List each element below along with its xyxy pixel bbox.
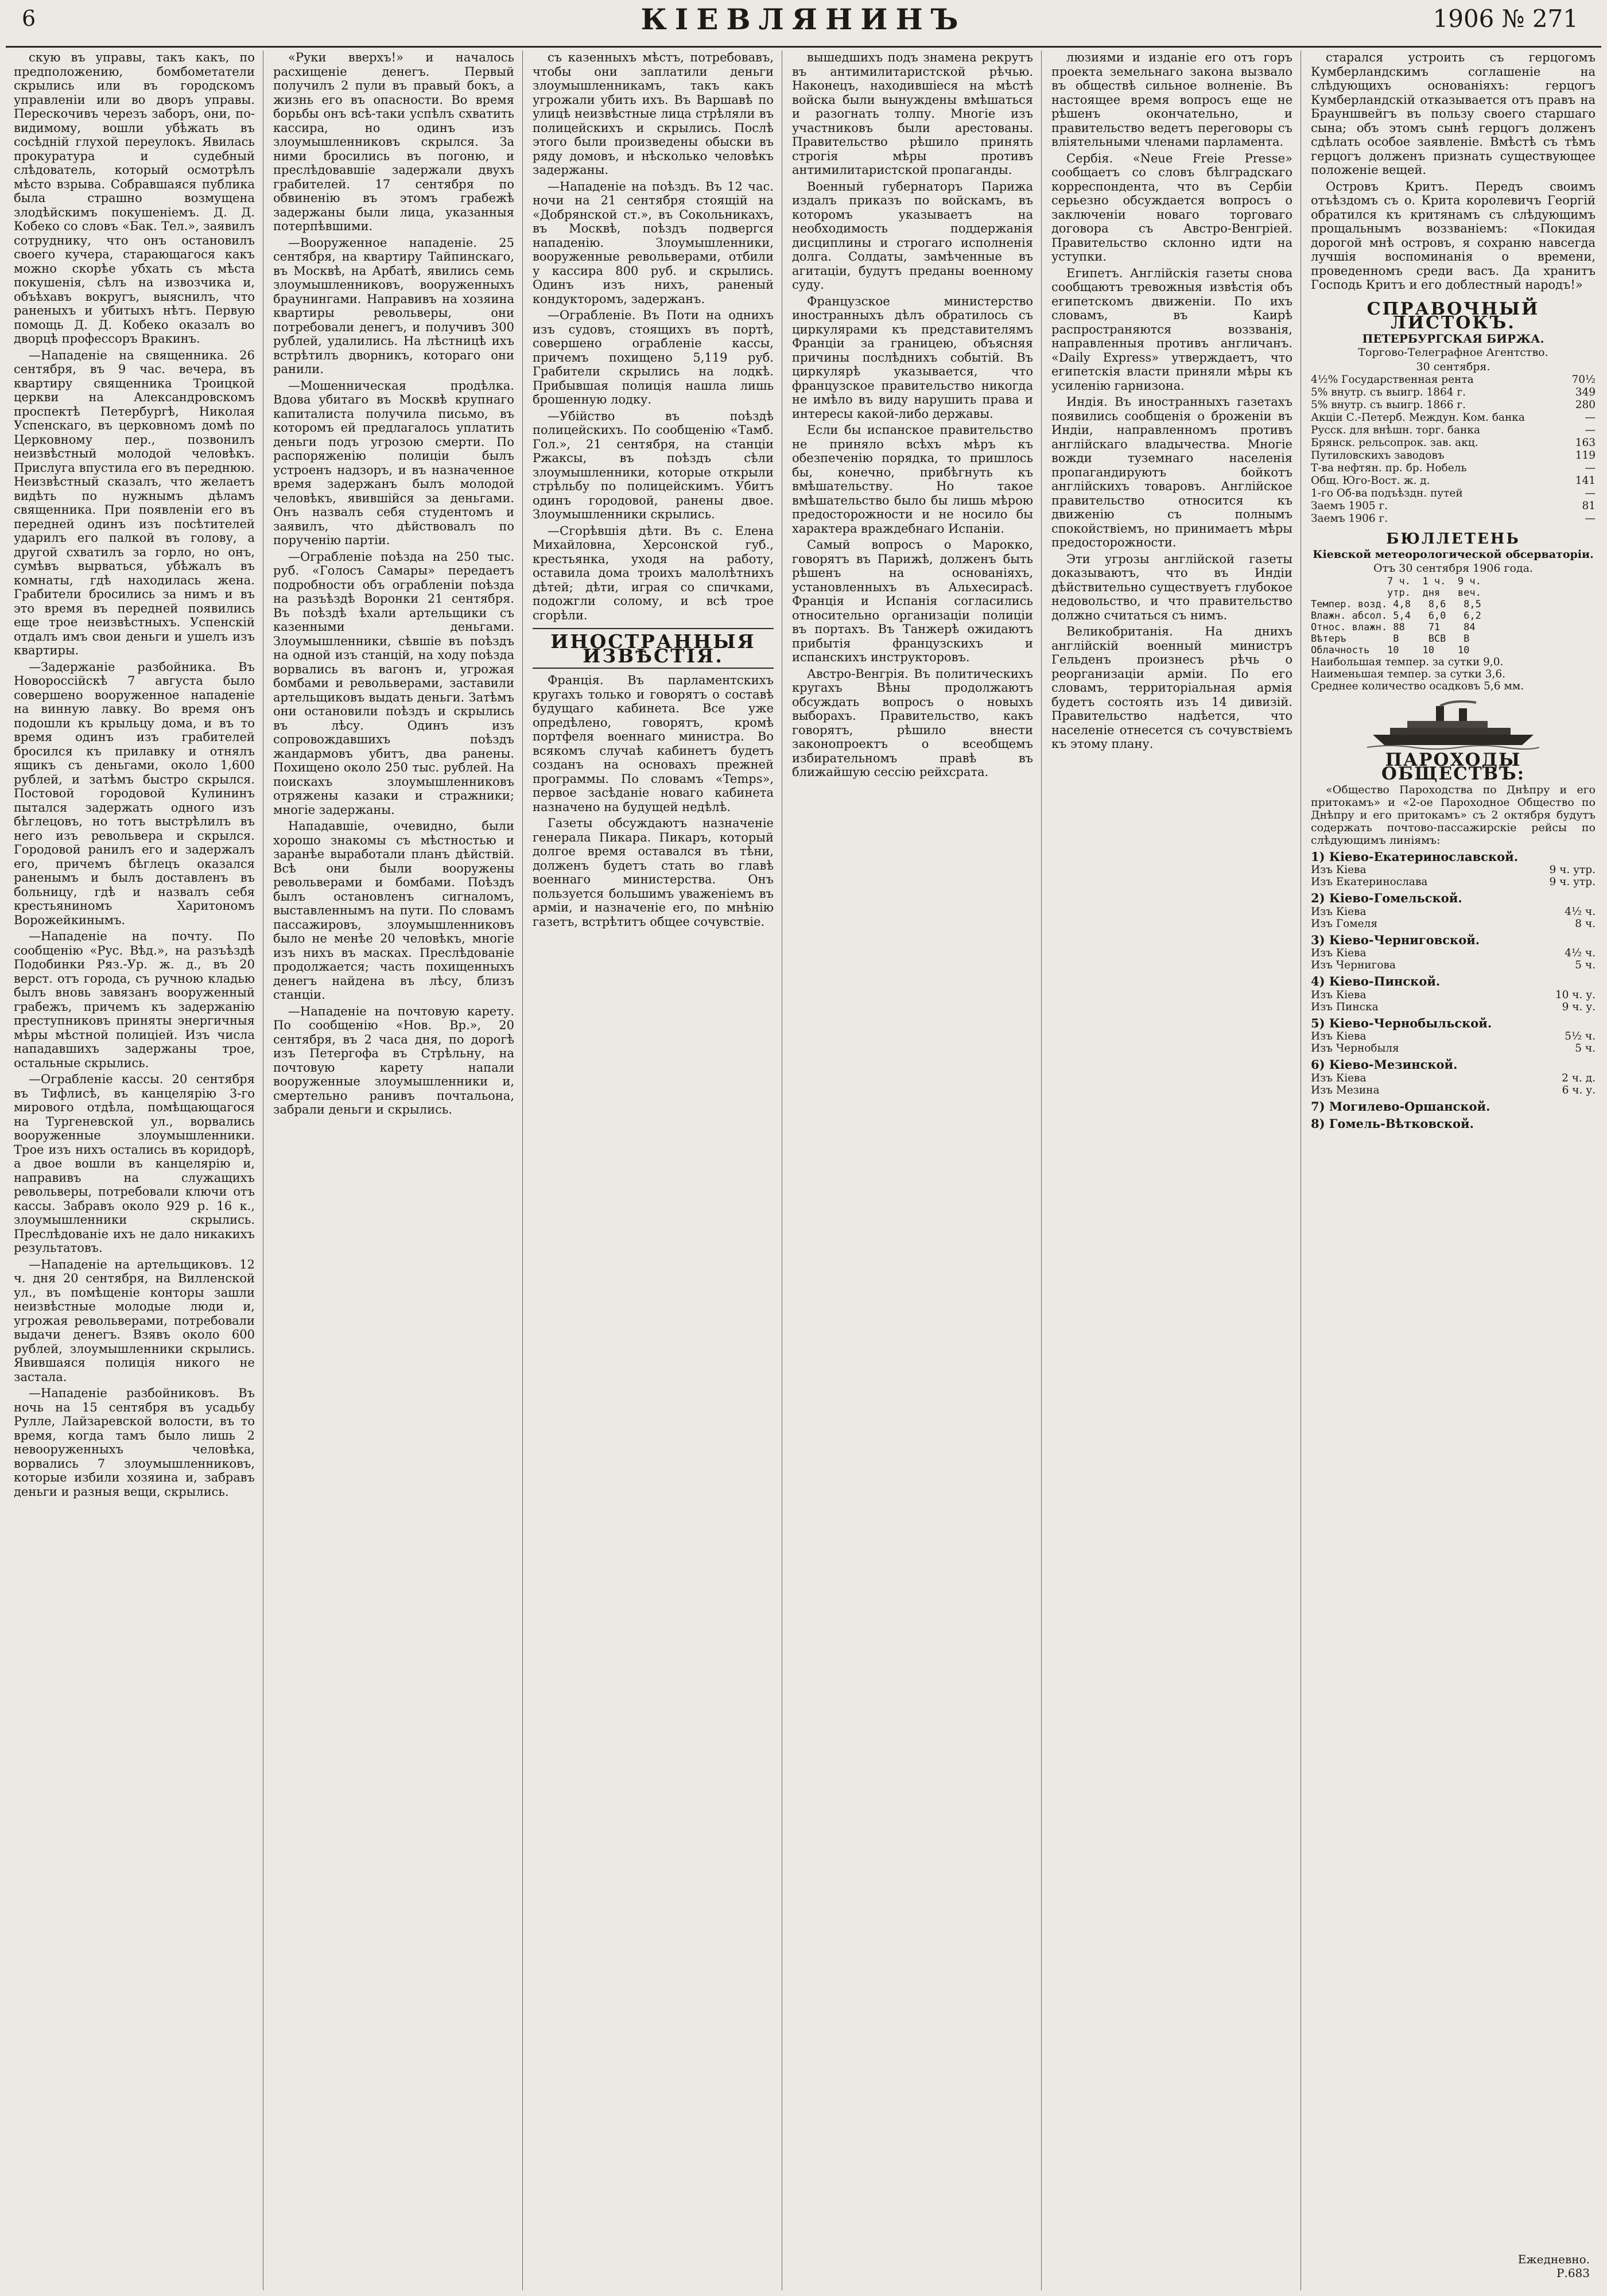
route-name: 7) Могилево-Оршанской. bbox=[1311, 1099, 1490, 1114]
departure-time: 4½ ч. bbox=[1565, 947, 1596, 959]
columns bbox=[6, 51, 1601, 2290]
corner-note-line: Р.683 bbox=[1556, 2266, 1590, 2280]
route-schedule-row bbox=[1311, 947, 1596, 959]
departure-place: Изъ Пинска bbox=[1311, 1000, 1379, 1013]
column-5 bbox=[1051, 51, 1292, 2290]
article-paragraph: Франція. Въ парламентскихъ кругахъ только и говорятъ о составѣ будущаго кабинета. Все уже опредѣлено, говорятъ, кромѣ портфеля военнаго министра. Во всякомъ случаѣ кабинетъ будетъ созданъ на основахъ прежней программы. По словамъ «Temps», первое засѣданіе новаго кабинета назначено на будущей недѣлѣ. bbox=[533, 673, 774, 814]
article-paragraph: Египетъ. Англійскія газеты снова сообщаютъ тревожныя извѣстія объ египетскомъ движеніи. По ихъ словамъ, въ Каирѣ распространяются воззванія, направленныя противъ англичанъ. «Daily Express» утверждаетъ, что египетскія власти приняли мѣры къ усиленію гарнизона. bbox=[1051, 266, 1292, 393]
article-paragraph: —Нападеніе на артельщиковъ. 12 ч. дня 20 сентября, на Вилленской ул., въ помѣщеніе конторы зашли неизвѣстные молодые люди и, угрожая револьверами, потребовали выдачи денегъ. Взявъ около 600 рублей, злоумышленники скрылись. Явившаяся полиція никого не застала. bbox=[14, 1257, 255, 1384]
departure-time: 2 ч. д. bbox=[1562, 1072, 1596, 1084]
article-paragraph: Австро-Венгрія. Въ политическихъ кругахъ Вѣны продолжаютъ обсуждать вопросъ о новыхъ выборахъ. Правительство, какъ говорятъ, рѣшило внести законопроектъ о всеобщемъ избирательномъ правѣ въ ближайшую сессію рейхсрата. bbox=[792, 666, 1033, 779]
article-paragraph: старался устроить съ герцогомъ Кумберландскимъ соглашеніе на слѣдующихъ основаніяхъ: герцогъ Кумберландскій отказывается отъ правъ на Брауншвейгъ въ пользу своего старшаго сына; объ этомъ сынѣ герцогъ долженъ сдѣлать особое заявленіе. Вмѣстѣ съ тѣмъ герцогъ долженъ признать существующее положеніе вещей. bbox=[1311, 51, 1596, 177]
route-name: 1) Кіево-Екатеринославской. bbox=[1311, 849, 1519, 864]
issue-number: 1906 № 271 bbox=[1433, 5, 1578, 33]
departure-time: 4½ ч. bbox=[1565, 905, 1596, 918]
stock-name: Русск. для внѣшн. торг. банка bbox=[1311, 424, 1481, 436]
stock-price: — bbox=[1585, 424, 1596, 436]
column-2 bbox=[273, 51, 514, 2290]
column-4 bbox=[792, 51, 1033, 2290]
stock-price: 163 bbox=[1575, 437, 1596, 449]
route-name: 3) Кіево-Черниговской. bbox=[1311, 932, 1480, 947]
column-3 bbox=[533, 51, 774, 2290]
departure-place: Изъ Кіева bbox=[1311, 864, 1367, 876]
agency-name: Торгово-Телеграфное Агентство. bbox=[1358, 346, 1548, 359]
article-paragraph: —Вооруженное нападеніе. 25 сентября, на квартиру Тайпинскаго, въ Москвѣ, на Арбатѣ, явились семь злоумышленниковъ, вооруженныхъ браунингами. Направивъ на хозяина квартиры револьверы, они потребовали денегъ, и получивъ 300 рублей, удалились. На лѣстницѣ ихъ встрѣтилъ дворникъ, котораго они ранили. bbox=[273, 235, 514, 376]
route-schedule-row bbox=[1311, 1042, 1596, 1054]
stock-row bbox=[1311, 475, 1596, 487]
stock-price: 70½ bbox=[1571, 374, 1596, 386]
page-number: 6 bbox=[22, 6, 36, 31]
masthead bbox=[6, 0, 1601, 48]
stock-price: 280 bbox=[1575, 399, 1596, 411]
departure-time: 5 ч. bbox=[1575, 1042, 1596, 1054]
departure-place: Изъ Екатеринослава bbox=[1311, 876, 1428, 888]
stock-row bbox=[1311, 513, 1596, 525]
section-heading-foreign-news: ИНОСТРАННЫЯ ИЗВѢСТІЯ. bbox=[533, 628, 774, 669]
stock-price: 81 bbox=[1582, 500, 1596, 512]
stock-row bbox=[1311, 449, 1596, 462]
stock-name: 5% внутр. съ выигр. 1866 г. bbox=[1311, 399, 1466, 411]
article-paragraph: Если бы испанское правительство не приняло всѣхъ мѣръ къ обезпеченію порядка, то пришлось бы, конечно, прибѣгнуть къ вмѣшательству. Но такое вмѣшательство было бы лишь мѣрою предосторожности и не носило бы характера враждебнаго Испаніи. bbox=[792, 423, 1033, 536]
article-paragraph: Военный губернаторъ Парижа издалъ приказъ по войскамъ, въ которомъ указываетъ на необходимость поддержанія дисциплины и строгаго исполненія долга. Солдаты, замѣченные въ агитаціи, будутъ преданы военному суду. bbox=[792, 179, 1033, 292]
article-paragraph: —Нападеніе на священника. 26 сентября, въ 9 час. вечера, въ квартиру священника Троицкой церкви на Александровскомъ проспектѣ Петербургѣ, Николая Успенскаго, въ церковномъ домѣ по Церковному пер., позвонилъ неизвѣстный молодой человѣкъ. Прислуга впустила его въ переднюю. Неизвѣстный сказалъ, что желаетъ видѣть по нужнымъ дѣламъ священника. При появленіи его въ передней одинъ изъ посѣтителей ударилъ его палкой въ голову, а другой схватилъ за горло, но онъ, сумѣвъ вырваться, убѣжалъ въ комнаты, гдѣ находилась жена. Грабители бросились за нимъ и въ это время въ передней появились еще трое неизвѣстныхъ. Успенскій отдалъ имъ свои деньги и ушелъ изъ квартиры. bbox=[14, 348, 255, 657]
departure-place: Изъ Кіева bbox=[1311, 1030, 1367, 1042]
article-paragraph: съ казенныхъ мѣстъ, потребовавъ, чтобы они заплатили деньги злоумышленникамъ, такъ какъ угрожали убить ихъ. Въ Варшавѣ по улицѣ неизвѣстные лица стрѣляли въ полицейскихъ и скрылись. Послѣ этого были произведены обыски въ ряду домовъ, и нѣсколько человѣкъ задержаны. bbox=[533, 51, 774, 177]
newspaper-title: КІЕВЛЯНИНЪ bbox=[641, 2, 966, 36]
exchange-title: ПЕТЕРБУРГСКАЯ БИРЖА. bbox=[1362, 331, 1544, 346]
departure-place: Изъ Мезина bbox=[1311, 1084, 1380, 1096]
column-6 bbox=[1311, 51, 1596, 2290]
corner-note-line: Ежедневно. bbox=[1517, 2252, 1590, 2266]
stock-price: 119 bbox=[1575, 449, 1596, 461]
article-paragraph: —Задержаніе разбойника. Въ Новороссійскѣ 7 августа было совершено вооруженное нападеніе на винную лавку. Во время онъ подошли къ крыльцу дома, и въ то время одинъ изъ грабителей бросился къ прилавку и отнялъ ящикъ съ деньгами, около 1,600 рублей, и затѣмъ быстро скрылся. Постовой городовой Кулининъ пытался задержать одного изъ бѣглецовъ, но тотъ выстрѣлилъ въ него изъ револьвера и скрылся. Городовой ранилъ его и задержалъ его, причемъ бѣглецъ оказался раненымъ и былъ доставленъ въ больницу, гдѣ и назвалъ себя крестьяниномъ Харитономъ Ворожейкинымъ. bbox=[14, 660, 255, 927]
stock-price: 141 bbox=[1575, 475, 1596, 487]
route-name: 5) Кіево-Чернобыльской. bbox=[1311, 1015, 1492, 1030]
departure-time: 10 ч. у. bbox=[1555, 988, 1596, 1001]
departure-time: 9 ч. у. bbox=[1562, 1000, 1596, 1013]
stock-row bbox=[1311, 412, 1596, 424]
article-paragraph: Нападавшіе, очевидно, были хорошо знакомы съ мѣстностью и заранѣе выработали планъ дѣйствій. Всѣ они были вооружены револьверами и бомбами. Поѣздъ былъ остановленъ сигналомъ, выставленнымъ на пути. По словамъ пассажировъ, злоумышленниковъ было не менѣе 20 человѣкъ, многіе изъ нихъ въ масках. Преслѣдованіе продолжается; часть похищенныхъ денегъ найдена въ лѣсу, близъ станціи. bbox=[273, 819, 514, 1002]
article-paragraph: Самый вопросъ о Марокко, говорятъ въ Парижѣ, долженъ быть рѣшенъ на основаніяхъ, установленныхъ въ Альхесирасѣ. Франція и Испанія согласились относительно организаціи полиціи въ портахъ. Въ Танжерѣ ожидаютъ прибытія французскихъ и испанскихъ инструкторовъ. bbox=[792, 538, 1033, 664]
stock-name: Путиловскихъ заводовъ bbox=[1311, 449, 1445, 461]
article-paragraph: люзиями и изданіе его отъ горъ проекта земельнаго закона вызвало въ обществѣ сильное волненіе. Въ настоящее время вопросъ еще не рѣшенъ окончательно, и правительство ведетъ переговоры съ вліятельными членами парламента. bbox=[1051, 51, 1292, 149]
corner-note bbox=[1518, 2252, 1590, 2280]
departure-time: 5 ч. bbox=[1575, 959, 1596, 971]
departure-time: 9 ч. утр. bbox=[1549, 876, 1596, 888]
stock-name: Брянск. рельсопрок. зав. акц. bbox=[1311, 437, 1478, 449]
routes-list bbox=[1311, 850, 1596, 1131]
article-paragraph: Газеты обсуждаютъ назначеніе генерала Пикара. Пикаръ, который долгое время оставался въ тѣни, долженъ будетъ стать во главѣ военнаго министерства. Онъ пользуется большимъ уваженіемъ въ арміи, и назначеніе его, по мнѣнію газетъ, встрѣтитъ общее сочувствіе. bbox=[533, 816, 774, 929]
article-paragraph: Великобританія. На днихъ англійскій военный министръ Гельденъ произнесъ рѣчь о реорганизаціи арміи. По его словамъ, территоріальная армія будетъ состоять изъ 14 дивизій. Правительство надѣется, что населеніе отнесется съ сочувствіемъ къ этому плану. bbox=[1051, 625, 1292, 751]
article-paragraph: Индія. Въ иностранныхъ газетахъ появились сообщенія о броженіи въ Индіи, направленномъ противъ англійскаго владычества. Многіе вожди туземнаго населенія пропагандируютъ бойкотъ англійскихъ товаровъ. Англійское правительство относится къ движенію съ полнымъ спокойствіемъ, но принимаетъ мѣры предосторожности. bbox=[1051, 395, 1292, 549]
article-paragraph: вышедшихъ подъ знамена рекрутъ въ антимилитаристской рѣчью. Наконецъ, находившіеся на мѣстѣ войска были вынуждены вмѣшаться и разогнать толпу. Многіе изъ участниковъ были арестованы. Правительство рѣшило принять строгія мѣры противъ антимилитаристской пропаганды. bbox=[792, 51, 1033, 177]
article-paragraph: «Руки вверхъ!» и началось расхищеніе денегъ. Первый получилъ 2 пули въ правый бокъ, а жизнь его въ опасности. Во время борьбы онъ всѣ-таки успѣлъ схватить кассира, но одинъ изъ злоумышленниковъ скрылся. За ними бросились въ погоню, и преслѣдовавшіе задержали двухъ грабителей. 17 сентября по обвиненію въ этомъ грабежѣ задержаны были лица, указанныя потерпѣвшими. bbox=[273, 51, 514, 233]
route-schedule-row bbox=[1311, 876, 1596, 888]
stock-price: — bbox=[1585, 412, 1596, 424]
stock-name: Заемъ 1906 г. bbox=[1311, 513, 1388, 525]
article-paragraph: —Ограбленіе поѣзда на 250 тыс. руб. «Голосъ Самары» передаетъ подробности объ ограбленіи поѣзда на разъѣздѣ Воронки 21 сентября. Въ поѣздѣ ѣхали артельщики съ казенными деньгами. Злоумышленники, сѣвшіе въ поѣздъ на одной изъ станцій, на ходу поѣзда ворвались въ вагонъ и, угрожая бомбами и револьверами, заставили артельщиковъ выдать деньги. Затѣмъ они остановили поѣздъ и скрылись въ лѣсу. Одинъ изъ сопровождавшихъ поѣздъ жандармовъ убитъ, два ранены. Похищено около 250 тыс. рублей. На поискахъ злоумышленниковъ отряжены казаки и стражники; многіе задержаны. bbox=[273, 549, 514, 817]
stock-name: Заемъ 1905 г. bbox=[1311, 500, 1388, 512]
reference-sheet-title: СПРАВОЧНЫЙ ЛИСТОКЪ. bbox=[1367, 298, 1540, 333]
stock-price: — bbox=[1585, 513, 1596, 525]
article-paragraph: Сербія. «Neue Freie Presse» сообщаетъ со словъ бѣлградскаго корреспондента, что въ Сербіи серьезно обсуждается вопросъ о заключеніи новаго торговаго договора съ Австро-Венгріей. Правительство склонно идти на уступки. bbox=[1051, 151, 1292, 263]
stock-name: Акціи С.-Петерб. Междун. Ком. банка bbox=[1311, 412, 1525, 424]
stock-price: — bbox=[1585, 462, 1596, 474]
article-paragraph: Эти угрозы англійской газеты доказываютъ, что въ Индіи дѣйствительно существуетъ глубокое недовольство, и что правительство должно считаться съ нимъ. bbox=[1051, 552, 1292, 622]
route-schedule-row bbox=[1311, 1030, 1596, 1042]
steamships-intro: «Общество Пароходства по Днѣпру и его притокамъ» и «2-ое Пароходное Общество по Днѣпру и его притокамъ» съ 2 октября будутъ содержать почтово-пассажирскіе рейсы по слѣдующимъ линіямъ: bbox=[1311, 783, 1596, 847]
stock-row bbox=[1311, 386, 1596, 399]
route-name: 6) Кіево-Мезинской. bbox=[1311, 1057, 1458, 1072]
column-rule bbox=[1041, 51, 1042, 2290]
departure-time: 8 ч. bbox=[1575, 917, 1596, 930]
weather-line: Среднее количество осадковъ 5,6 мм. bbox=[1311, 680, 1524, 692]
stock-row bbox=[1311, 399, 1596, 412]
departure-place: Изъ Кіева bbox=[1311, 905, 1367, 918]
article-paragraph: —Мошенническая продѣлка. Вдова убитаго въ Москвѣ крупнаго капиталиста получила письмо, въ которомъ ей предлагалось уплатить деньги подъ угрозою смерти. По распоряженію полиціи былъ устроенъ надзоръ, и въ назначенное время задержанъ былъ молодой человѣкъ, явившійся за деньгами. Онъ назвалъ себя студентомъ и заявилъ, что дѣйствовалъ по порученію партіи. bbox=[273, 378, 514, 547]
column-1 bbox=[14, 51, 255, 2290]
bulletin-date: Отъ 30 сентября 1906 года. bbox=[1373, 562, 1533, 575]
bulletin-subtitle: Кіевской метеорологической обсерваторіи. bbox=[1313, 548, 1594, 561]
departure-time: 5½ ч. bbox=[1565, 1030, 1596, 1042]
article-paragraph: —Убійство въ поѣздѣ полицейскихъ. По сообщенію «Тамб. Гол.», 21 сентября, на станціи Ржаксы, въ поѣздъ сѣли злоумышленники, которые открыли стрѣльбу по полицейскимъ. Убитъ одинъ городовой, ранены двое. Злоумышленники скрылись. bbox=[533, 409, 774, 521]
route-schedule-row bbox=[1311, 918, 1596, 930]
stock-name: 5% внутр. съ выигр. 1864 г. bbox=[1311, 386, 1466, 398]
departure-place: Изъ Гомеля bbox=[1311, 917, 1378, 930]
article-paragraph: —Нападеніе разбойниковъ. Въ ночь на 15 сентября въ усадьбу Рулле, Лайзаревской волости, въ то время, когда тамъ было лишь 2 невооруженныхъ человѣка, ворвались 7 злоумышленниковъ, которые избили хозяина и, забравъ деньги и разныя вещи, скрылись. bbox=[14, 1386, 255, 1499]
weather-line: Наименьшая темпер. за сутки 3,6. bbox=[1311, 668, 1506, 680]
weather-grid: 7 ч. 1 ч. 9 ч. утр. дня веч. Темпер. возд. 4,8 8,6 8,5 Влажн. абсол. 5,4 6,0 6,2 Относ. влажн. 88 71 84 Вѣтеръ В ВСВ В Облачность 10 10 10 bbox=[1311, 575, 1481, 656]
route-name: 4) Кіево-Пинской. bbox=[1311, 974, 1441, 988]
departure-place: Изъ Чернигова bbox=[1311, 959, 1396, 971]
departure-place: Изъ Кіева bbox=[1311, 947, 1367, 959]
article-paragraph: —Сгорѣвшія дѣти. Въ с. Елена Михайловна, Херсонской губ., крестьянка, уходя на работу, оставила дома троихъ малолѣтнихъ дѣтей; дѣти, играя со спичками, подожгли солому, и всѣ трое сгорѣли. bbox=[533, 523, 774, 622]
departure-place: Изъ Кіева bbox=[1311, 1072, 1367, 1084]
stock-name: Т-ва нефтян. пр. бр. Нобель bbox=[1311, 462, 1467, 474]
stock-table bbox=[1311, 374, 1596, 525]
route-schedule-row bbox=[1311, 959, 1596, 971]
steamships-title: ПАРОХОДЫ ОБЩЕСТВЪ: bbox=[1381, 749, 1526, 784]
steamship-illustration bbox=[1367, 699, 1539, 751]
route-schedule-row bbox=[1311, 989, 1596, 1001]
route-schedule-row bbox=[1311, 1072, 1596, 1084]
weather-line: Наибольшая темпер. за сутки 9,0. bbox=[1311, 656, 1504, 668]
route-schedule-row bbox=[1311, 1084, 1596, 1096]
article-paragraph: —Ограбленіе кассы. 20 сентября въ Тифлисѣ, въ канцелярію 3-го мирового отдѣла, помѣщающагося на Тургеневской ул., ворвались вооруженные злоумышленники. Трое изъ нихъ остались въ коридорѣ, а двое вошли въ канцелярію и, направивъ на служащихъ револьверы, потребовали ключи отъ кассы. Забравъ около 929 р. 16 к., злоумышленники скрылись. Преслѣдованіе ихъ не дало никакихъ результатовъ. bbox=[14, 1072, 255, 1255]
stock-name: Общ. Юго-Вост. ж. д. bbox=[1311, 475, 1430, 487]
stock-name: 1-го Об-ва подъѣздн. путей bbox=[1311, 487, 1463, 499]
article-paragraph: —Нападеніе на почту. По сообщенію «Рус. Вѣд.», на разъѣздѣ Подобинки Ряз.-Ур. ж. д., въ 20 верст. отъ города, съ ручною кладью былъ вновь завязанъ вооруженный грабежъ, причемъ къ задержанію преступниковъ приняты энергичныя мѣры мѣстной полиціей. Изъ числа нападавшихъ задержаны трое, остальные скрылись. bbox=[14, 929, 255, 1070]
article-paragraph: Французское министерство иностранныхъ дѣлъ обратилось съ циркулярами къ представителямъ Франціи за границею, объясняя причины послѣднихъ событій. Въ циркулярѣ указывается, что французское правительство никогда не имѣло въ виду нарушить права и интересы какой-либо державы. bbox=[792, 294, 1033, 421]
departure-place: Изъ Чернобыля bbox=[1311, 1042, 1399, 1054]
stock-price: 349 bbox=[1575, 386, 1596, 398]
article-paragraph: скую въ управы, такъ какъ, по предположению, бомбометатели скрылись или въ городскомъ управленіи или во дворъ управы. Перескочивъ черезъ заборъ, они, по-видимому, вошли убѣжать въ сосѣдній глухой переулокъ. Явилась прокуратура и судебный слѣдователь, который осмотрѣлъ мѣсто взрыва. Собравшаяся публика была страшно возмущена злодѣйскимъ покушеніемъ. Д. Д. Кобеко со словъ «Бак. Тел.», заявилъ сотруднику, что онъ остановилъ своего кучера, старающагося какъ можно скорѣе убхать съ мѣста покушенія, сѣлъ на извозчика и, объѣхавъ вокругъ, выяснилъ, что раненыхъ и убитыхъ нѣтъ. Первую помощь Д. Д. Кобеко оказалъ во дворцѣ профессоръ Вракинъ. bbox=[14, 51, 255, 346]
stock-row bbox=[1311, 424, 1596, 437]
article-paragraph: —Нападеніе на поѣздъ. Въ 12 час. ночи на 21 сентября стоящій на «Добрянской ст.», въ Сокольникахъ, въ Москвѣ, поѣздъ подвергся нападенію. Злоумышленники, вооруженные револьверами, отбили у кассира 800 руб. и скрылись. Одинъ изъ нихъ, раненый кондукторомъ, задержанъ. bbox=[533, 179, 774, 306]
stock-price: — bbox=[1585, 487, 1596, 499]
departure-time: 9 ч. утр. bbox=[1549, 864, 1596, 876]
exchange-date: 30 сентября. bbox=[1416, 360, 1490, 373]
route-name: 8) Гомель-Вѣтковской. bbox=[1311, 1116, 1474, 1131]
route-schedule-row bbox=[1311, 906, 1596, 918]
bulletin-title: БЮЛЛЕТЕНЬ bbox=[1386, 530, 1520, 548]
stock-row bbox=[1311, 462, 1596, 475]
route-schedule-row bbox=[1311, 1001, 1596, 1013]
stock-row bbox=[1311, 437, 1596, 449]
route-name: 2) Кіево-Гомельской. bbox=[1311, 891, 1462, 905]
stock-row bbox=[1311, 487, 1596, 500]
departure-place: Изъ Кіева bbox=[1311, 988, 1367, 1001]
departure-time: 6 ч. у. bbox=[1562, 1084, 1596, 1096]
article-paragraph: Островъ Критъ. Передъ своимъ отъѣздомъ съ о. Крита королевичъ Георгій обратился къ критянамъ съ слѣдующимъ прощальнымъ воззваніемъ: «Покидая дорогой мнѣ островъ, я сохраню навсегда лучшія воспоминанія о времени, проведенномъ среди васъ. Да хранитъ Господь Критъ и его доблестный народъ!» bbox=[1311, 179, 1596, 292]
article-paragraph: —Нападеніе на почтовую карету. По сообщенію «Нов. Вр.», 20 сентября, въ 2 часа дня, по дорогѣ изъ Петергофа въ Стрѣльну, на почтовую карету напали вооруженные злоумышленники и, смертельно ранивъ почтальона, забрали деньги и скрылись. bbox=[273, 1004, 514, 1116]
stock-name: 4½% Государственная рента bbox=[1311, 374, 1474, 386]
route-schedule-row bbox=[1311, 864, 1596, 876]
column-rule bbox=[522, 51, 523, 2290]
weather-block bbox=[1311, 576, 1596, 692]
stock-row bbox=[1311, 374, 1596, 386]
article-paragraph: —Ограбленіе. Въ Поти на однихъ изъ судовъ, стоящихъ въ портѣ, совершено ограбленіе кассы, причемъ похищено 5,119 руб. Грабители скрылись на лодкѣ. Прибывшая полиція нашла лишь брошенную лодку. bbox=[533, 308, 774, 406]
stock-row bbox=[1311, 500, 1596, 513]
